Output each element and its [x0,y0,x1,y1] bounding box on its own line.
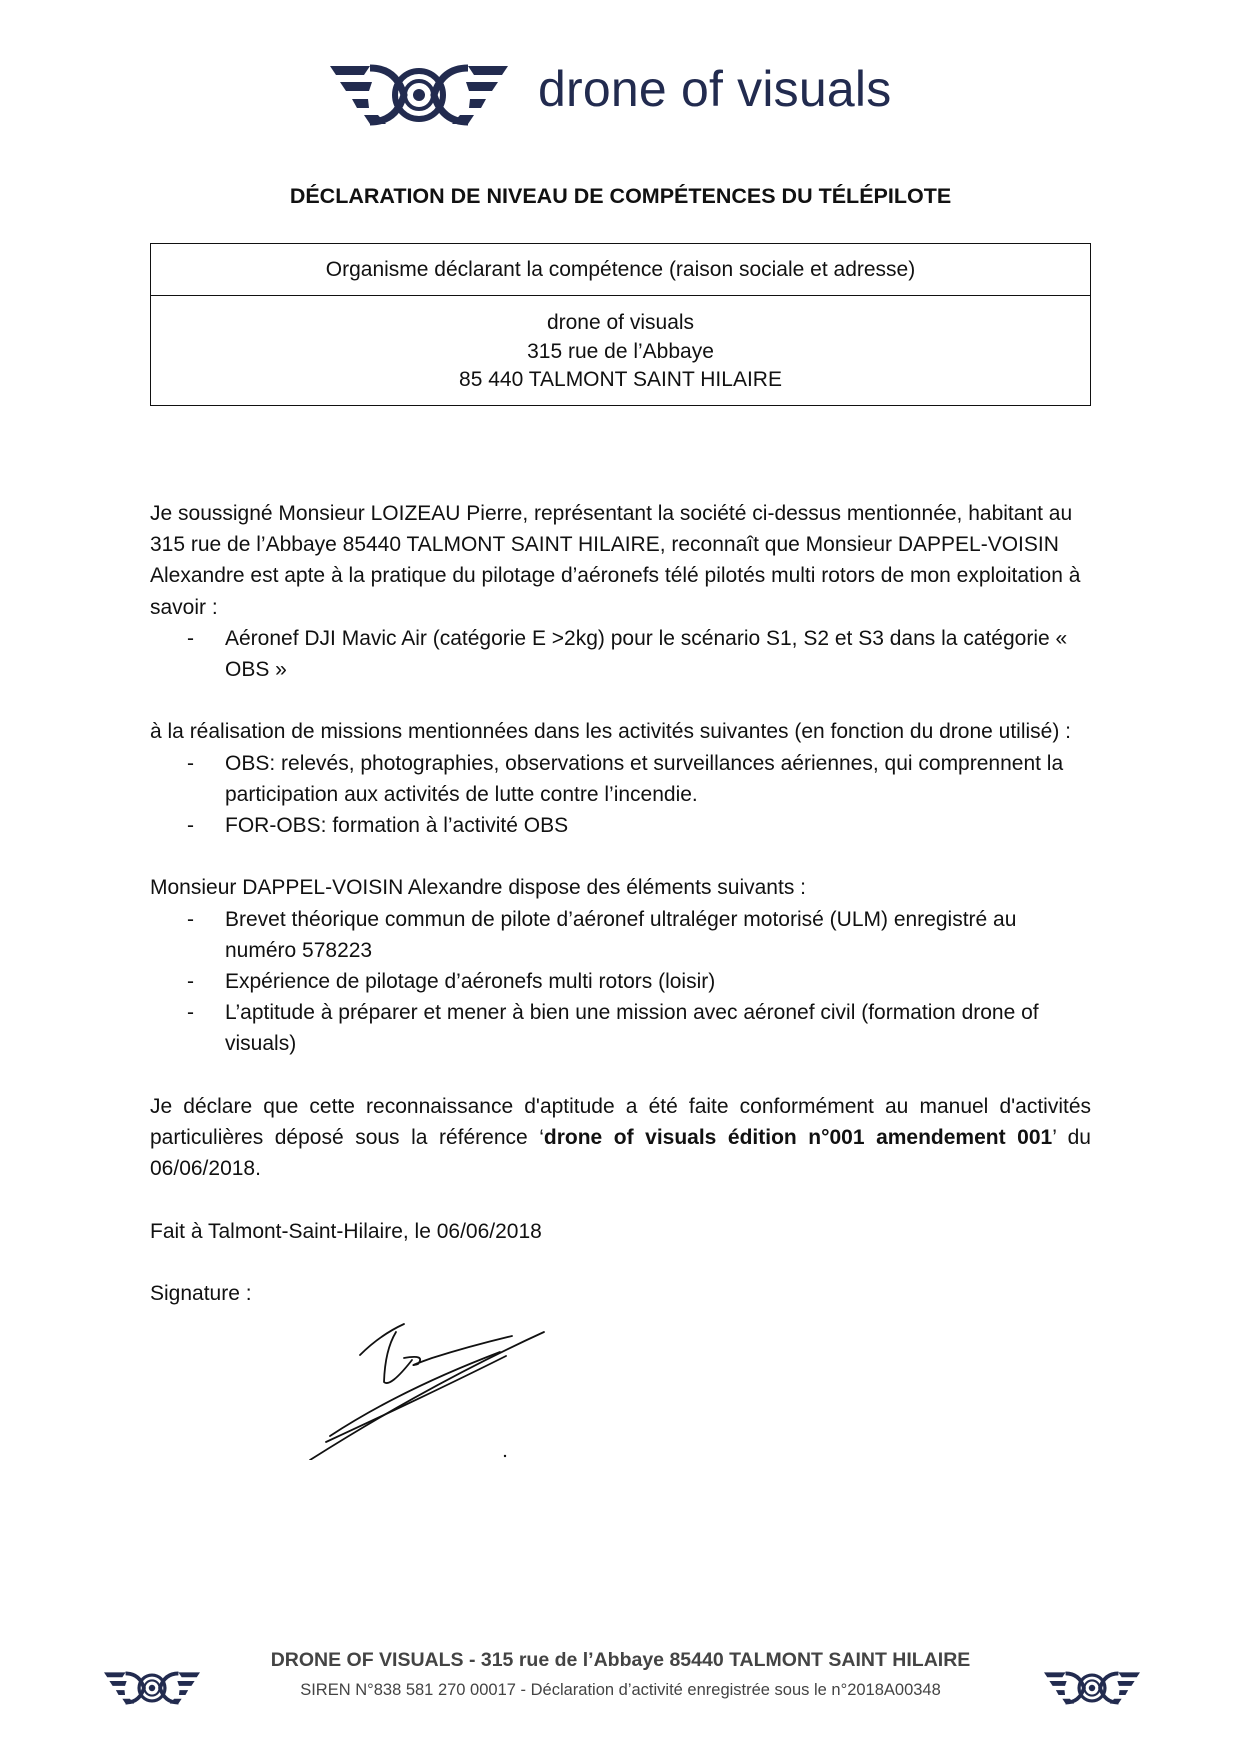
missions-intro: à la réalisation de missions mentionnées dans les activités suivantes (en fonction du drone utilisé) : [150,720,1071,744]
place-date: Fait à Talmont-Saint-Hilaire, le 06/06/2018 [150,1219,542,1243]
list-item: - Brevet théorique commun de pilote d’aéronef ultraléger motorisé (ULM) enregistré au numéro 578223 [150,904,1091,966]
organization-name: drone of visuals [546,311,695,334]
manual-reference: drone of visuals édition n°001 amendement 001 [543,1126,1053,1150]
document-title: DÉCLARATION DE NIVEAU DE COMPÉTENCES DU TÉLÉPILOTE [289,184,952,208]
drone-of-visuals-logo-icon [330,62,508,128]
footer-registration: SIREN N°838 581 270 00017 - Déclaration d’activité enregistrée sous le n°2018A00348 [300,1681,941,1699]
declaration-text-start: Je déclare que cette reconnaissance d'aptitude a été faite conformément au manuel d'activités particulières déposé sous la référence ‘ [150,1094,1091,1150]
list-item: - Expérience de pilotage d’aéronefs multi rotors (loisir) [150,966,1091,997]
list-item: - L’aptitude à préparer et mener à bien une mission avec aéronef civil (formation drone of visuals) [150,997,1091,1059]
list-item: - Aéronef DJI Mavic Air (catégorie E >2kg) pour le scénario S1, S2 et S3 dans la catégorie « OBS » [150,623,1091,685]
missions-list [150,748,1091,842]
organization-table-header: Organisme déclarant la compétence (raison sociale et adresse) [151,244,1090,296]
elements-list [150,904,1091,1060]
footer-address: DRONE OF VISUALS - 315 rue de l’Abbaye 85440 TALMONT SAINT HILAIRE [270,1649,971,1671]
organization-table [150,243,1091,406]
declaration-text-end: ’ du 06/06/2018. [150,1126,1091,1181]
signature-image [300,1310,560,1460]
brand-name: drone of visuals [538,61,892,117]
elements-intro: Monsieur DAPPEL-VOISIN Alexandre dispose des éléments suivants : [150,876,806,900]
header [0,56,1241,136]
signature-label: Signature : [150,1282,252,1305]
organization-street: 315 rue de l’Abbaye [527,339,714,363]
list-item: - FOR-OBS: formation à l’activité OBS [150,810,1091,841]
declaration-paragraph [150,1091,1091,1185]
organization-details [151,296,1090,405]
list-item: - OBS: relevés, photographies, observations et surveillances aériennes, qui comprennent la participation aux activités de lutte contre l’incendie. [150,748,1091,810]
declaration-body [150,498,1091,1309]
aircraft-list [150,623,1091,685]
drone-of-visuals-logo-icon [1044,1669,1140,1707]
organization-city: 85 440 TALMONT SAINT HILAIRE [459,368,782,391]
intro-paragraph: Je soussigné Monsieur LOIZEAU Pierre, représentant la société ci-dessus mentionnée, habitant au 315 rue de l’Abbaye 85440 TALMONT SAINT HILAIRE, reconnaît que Monsieur DAPPEL-VOISIN Alexandre est apte à la pratique du pilotage d’aéronefs télé pilotés multi rotors de mon exploitation à savoir : [150,502,1081,619]
